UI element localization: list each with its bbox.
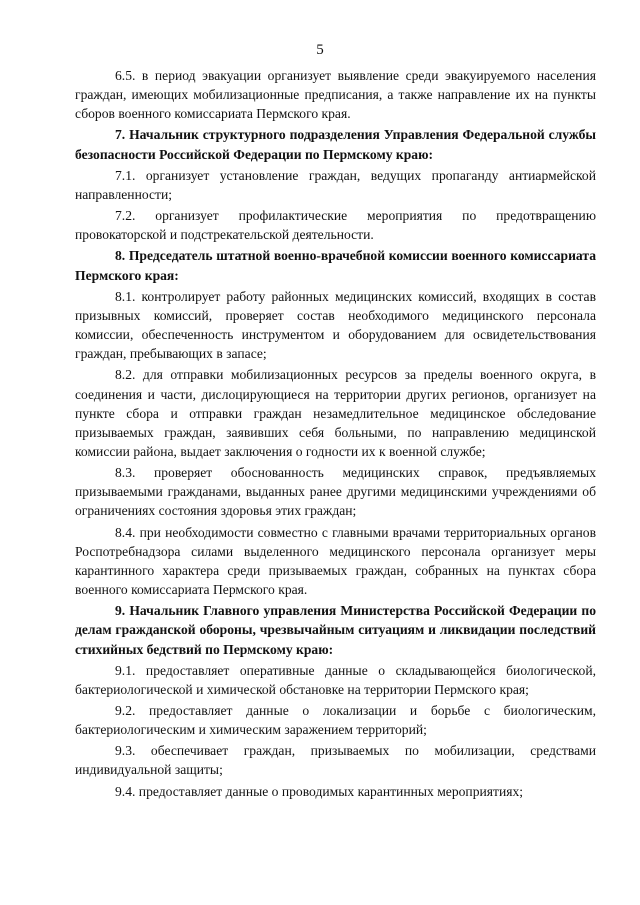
heading-section-9: 9. Начальник Главного управления Министерства Российской Федерации по делам гражданской обороны, чрезвычайным ситуациям и ликвидации последствий стихийных бедствий по Пермскому краю: [75,603,596,657]
paragraph-8-3: 8.3. проверяет обоснованность медицинских справок, предъявляемых призываемыми гражданами, выданных ранее другими медицинскими учреждениями об ограничениях состояния здоровья этих граждан; [75,465,596,519]
paragraph-6-5: 6.5. в период эвакуации организует выявление среди эвакуируемого населения граждан, имеющих мобилизационные предписания, а также направление их на пункты сборов военного комиссариата Пермского края. [75,68,596,122]
paragraph-8-1: 8.1. контролирует работу районных медицинских комиссий, входящих в состав призывных комиссий, проверяет состав необходимого медицинского персонала комиссии, обеспеченность инструментом и оборудованием для освидетельствования граждан, пребывающих в запасе; [75,288,596,362]
paragraph-7-2: 7.2. организует профилактические мероприятия по предотвращению провокаторской и подстрекательской деятельности. [75,208,596,243]
page-number: 5 [316,42,324,58]
heading-section-8: 8. Председатель штатной военно-врачебной комиссии военного комиссариата Пермского края: [75,248,596,283]
paragraph-8-4: 8.4. при необходимости совместно с главными врачами территориальных органов Роспотребнадзора силами выделенного медицинского персонала организует меры карантинного характера среди призываемых граждан, собранных на пунктах сбора военного комиссариата Пермского края. [75,524,596,598]
document-body [75,66,596,803]
paragraph-9-2: 9.2. предоставляет данные о локализации и борьбе с биологическим, бактериологическим и химическим заражением территорий; [75,703,596,738]
paragraph-8-2: 8.2. для отправки мобилизационных ресурсов за пределы военного округа, в соединения и части, дислоцирующиеся на территории других регионов, организует на пункте сбора и отправки граждан незамедлительное медицинское обследование призываемых граждан, заявивших себя больными, по направлению медицинской комиссии района, выдает заключения о годности их к военной службе; [75,367,596,459]
paragraph-9-1: 9.1. предоставляет оперативные данные о складывающейся биологической, бактериологической и химической обстановке на территории Пермского края; [75,662,596,697]
paragraph-9-3: 9.3. обеспечивает граждан, призываемых по мобилизации, средствами индивидуальной защиты; [75,743,596,778]
paragraph-9-4: 9.4. предоставляет данные о проводимых карантинных мероприятиях; [115,783,524,799]
heading-section-7: 7. Начальник структурного подразделения Управления Федеральной службы безопасности Российской Федерации по Пермскому краю: [75,127,596,162]
paragraph-7-1: 7.1. организует установление граждан, ведущих пропаганду антиармейской направленности; [75,167,596,202]
